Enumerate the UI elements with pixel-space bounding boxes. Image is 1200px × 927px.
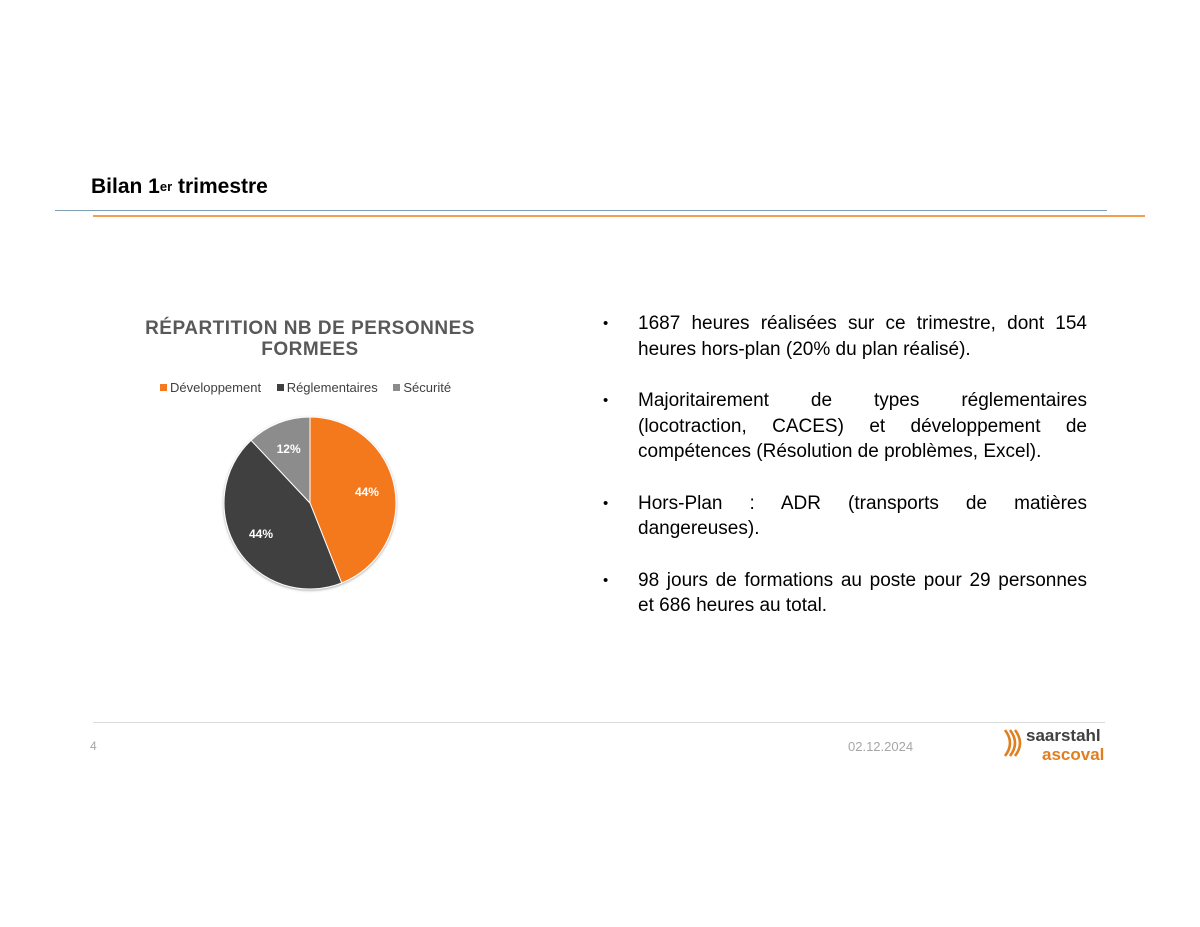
legend-label: Réglementaires <box>286 380 378 395</box>
legend-swatch <box>277 384 284 391</box>
logo-text <box>1026 726 1104 764</box>
title-divider-orange <box>93 215 1145 217</box>
bullet-item: • Hors-Plan : ADR (transports de matières dangereuses). <box>603 491 1087 542</box>
pie-chart <box>212 405 408 601</box>
pie-label-developpement: 44% <box>354 485 379 500</box>
footer-date: 02.12.2024 <box>848 739 914 754</box>
footer-divider <box>93 722 1105 723</box>
chart-title-line2: FORMEES <box>261 339 359 360</box>
bullet-item: • 98 jours de formations au poste pour 29 personnes et 686 heures au total. <box>603 568 1087 619</box>
legend-swatch <box>393 384 400 391</box>
pie-label-securite: 12% <box>276 442 301 457</box>
slide-title <box>91 175 268 199</box>
bullet-list <box>603 311 1087 645</box>
chart-legend <box>160 380 463 395</box>
logo-text-saarstahl: saarstahl <box>1026 726 1101 745</box>
saarstahl-ascoval-logo <box>1002 726 1112 768</box>
bullet-item: • 1687 heures réalisées sur ce trimestre, dont 154 heures hors-plan (20% du plan réalisé). <box>603 311 1087 362</box>
legend-item-securite <box>393 380 451 395</box>
legend-swatch <box>160 384 167 391</box>
bullet-item: • Majoritairement de types réglementaires (locotraction, CACES) et développement de compétences (Résolution de problèmes, Excel). <box>603 388 1087 465</box>
title-superscript: er <box>159 179 173 194</box>
page-number: 4 <box>90 739 97 753</box>
legend-label: Sécurité <box>403 380 452 395</box>
logo-text-ascoval: ascoval <box>1042 745 1105 764</box>
title-rest: trimestre <box>172 175 268 198</box>
legend-item-developpement <box>160 380 261 395</box>
title-divider-blue <box>55 210 1107 211</box>
chart-title <box>110 318 510 360</box>
pie-label-reglementaires: 44% <box>249 527 274 542</box>
logo-mark-icon <box>1002 728 1024 758</box>
title-main: Bilan 1 <box>91 175 160 198</box>
legend-label: Développement <box>170 380 262 395</box>
chart-title-line1: RÉPARTITION NB DE PERSONNES <box>145 318 475 339</box>
legend-item-reglementaires <box>277 380 378 395</box>
